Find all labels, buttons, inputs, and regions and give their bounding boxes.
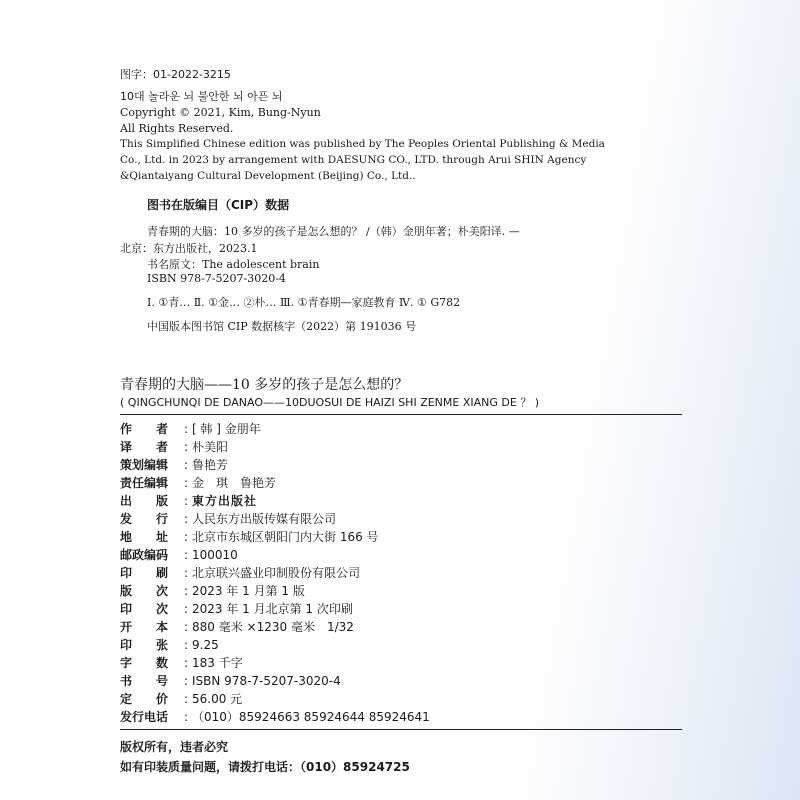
detail-value: [ 韩 ] 金朋年 — [192, 422, 261, 436]
detail-value: 金 琪 鲁艳芳 — [192, 476, 277, 490]
detail-row — [120, 528, 379, 545]
detail-value: 2023 年 1 月北京第 1 次印刷 — [192, 602, 353, 616]
korean-original-title: 10대 놀라운 뇌 불안한 뇌 아픈 뇌 — [120, 90, 283, 103]
copyright-line: Copyright © 2021, Kim, Bung-Nyun — [120, 106, 321, 119]
detail-row — [120, 600, 353, 617]
book-title: 青春期的大脑——10 多岁的孩子是怎么想的？ — [120, 377, 409, 393]
cip-record-number: 中国版本图书馆 CIP 数据核字（2022）第 191036 号 — [147, 320, 417, 333]
divider-top — [120, 414, 682, 415]
detail-row — [120, 582, 305, 599]
detail-value: ISBN 978-7-5207-3020-4 — [192, 674, 341, 688]
detail-label: 印 刷 — [120, 566, 169, 580]
detail-label: 地 址 — [120, 530, 169, 544]
detail-colon: : — [184, 674, 189, 688]
detail-colon: : — [184, 530, 189, 544]
detail-value: 鲁艳芳 — [192, 458, 229, 472]
detail-label: 定 价 — [120, 692, 169, 706]
detail-label: 开 本 — [120, 620, 169, 634]
detail-value: 100010 — [192, 548, 238, 562]
divider-bottom — [120, 729, 682, 730]
cip-line-1: 青春期的大脑：10 多岁的孩子是怎么想的？ /（韩）金朋年著；朴美阳译. — — [147, 225, 520, 238]
detail-colon: : — [184, 692, 189, 706]
detail-row — [120, 618, 354, 635]
detail-value: 2023 年 1 月第 1 版 — [192, 584, 305, 598]
detail-row — [120, 564, 360, 581]
rights-line: All Rights Reserved. — [120, 122, 234, 135]
detail-colon: : — [184, 638, 189, 652]
edition-note-line-2: Co., Ltd. in 2023 by arrangement with DAESUNG CO., LTD. through Arui SHIN Agency — [120, 154, 587, 166]
detail-value: 880 毫米 ×1230 毫米 1/32 — [192, 620, 354, 634]
detail-colon: : — [184, 656, 189, 670]
detail-colon: : — [184, 476, 189, 490]
detail-row — [120, 654, 243, 671]
book-title-pinyin: ( QINGCHUNQI DE DANAO——10DUOSUI DE HAIZI SHI ZENME XIANG DE ？ ) — [120, 396, 540, 409]
detail-colon: : — [184, 548, 189, 562]
detail-row — [120, 492, 257, 509]
detail-label: 责任编辑 — [120, 476, 169, 490]
detail-label: 作 者 — [120, 422, 169, 436]
quality-contact-notice: 如有印装质量问题，请拨打电话：（010）85924725 — [120, 760, 410, 774]
cip-line-3: 书名原文：The adolescent brain — [147, 258, 320, 271]
cip-classification: Ⅰ. ①青… Ⅱ. ①金… ②朴… Ⅲ. ①青春期—家庭教育 Ⅳ. ① G782 — [147, 296, 461, 309]
edition-note-line-3: &Qiantaiyang Cultural Development (Beijing) Co., Ltd.. — [120, 170, 416, 182]
detail-row — [120, 546, 238, 563]
detail-row — [120, 708, 430, 725]
rights-notice: 版权所有，违者必究 — [120, 740, 229, 754]
detail-row — [120, 420, 261, 437]
detail-colon: : — [184, 620, 189, 634]
detail-value: （010）85924663 85924644 85924641 — [192, 710, 430, 724]
detail-label: 印 次 — [120, 602, 169, 616]
detail-colon: : — [184, 710, 189, 724]
detail-value: 56.00 元 — [192, 692, 243, 706]
edition-note-line-1: This Simplified Chinese edition was published by The Peoples Oriental Publishing & Media — [120, 138, 605, 150]
detail-value: 9.25 — [192, 638, 219, 652]
detail-label: 字 数 — [120, 656, 169, 670]
detail-label: 策划编辑 — [120, 458, 169, 472]
detail-label: 书 号 — [120, 674, 169, 688]
detail-row — [120, 456, 228, 473]
detail-colon: : — [184, 584, 189, 598]
detail-row — [120, 672, 341, 689]
detail-colon: : — [184, 512, 189, 526]
detail-label: 版 次 — [120, 584, 169, 598]
cip-line-2: 北京：东方出版社，2023.1 — [120, 242, 258, 255]
detail-colon: : — [184, 440, 189, 454]
detail-row — [120, 636, 219, 653]
publisher-logo-text: 東方出版社 — [192, 494, 258, 508]
cip-heading: 图书在版编目（CIP）数据 — [147, 198, 290, 212]
detail-colon: : — [184, 422, 189, 436]
cip-isbn: ISBN 978-7-5207-3020-4 — [147, 272, 286, 285]
detail-label: 出 版 — [120, 494, 169, 508]
detail-label: 邮政编码 — [120, 548, 169, 562]
detail-colon: : — [184, 602, 189, 616]
detail-value: 朴美阳 — [192, 440, 229, 454]
detail-row — [120, 510, 336, 527]
registration-number: 图字：01-2022-3215 — [120, 68, 231, 81]
detail-row — [120, 438, 228, 455]
detail-row — [120, 690, 242, 707]
detail-value: 北京联兴盛业印制股份有限公司 — [192, 566, 361, 580]
detail-label: 译 者 — [120, 440, 169, 454]
detail-label: 发行电话 — [120, 710, 169, 724]
detail-colon: : — [184, 566, 189, 580]
detail-row — [120, 474, 276, 491]
detail-value: 北京市东城区朝阳门内大街 166 号 — [192, 530, 379, 544]
detail-label: 发 行 — [120, 512, 169, 526]
detail-label: 印 张 — [120, 638, 169, 652]
detail-value: 183 千字 — [192, 656, 243, 670]
detail-colon: : — [184, 458, 189, 472]
detail-colon: : — [184, 494, 189, 508]
detail-value: 人民东方出版传媒有限公司 — [192, 512, 337, 526]
